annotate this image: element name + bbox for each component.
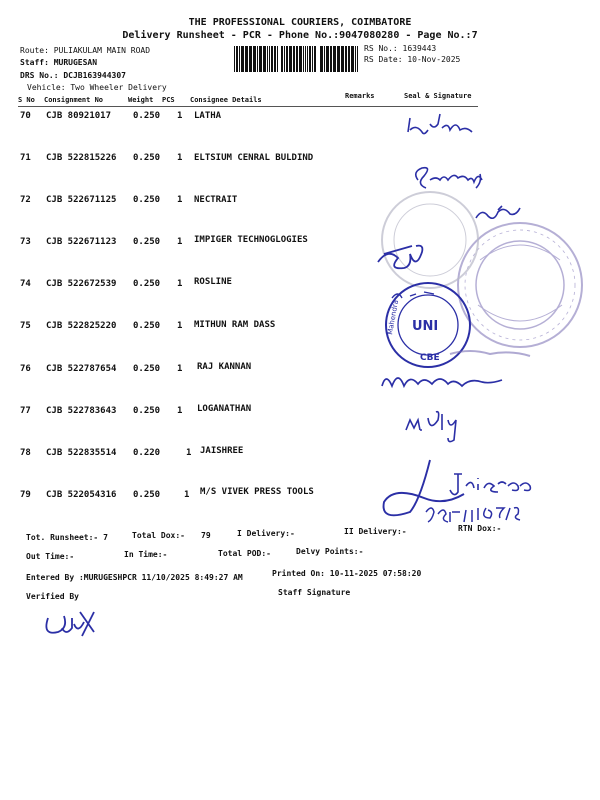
row-weight: 0.250 (133, 490, 161, 500)
row-consignment: CJB 522835514 (46, 448, 117, 458)
rs-number: RS No.: 1639443 (364, 44, 437, 53)
verified-by-label: Verified By (26, 592, 79, 601)
i-delivery-label: I Delivery:- (237, 529, 295, 538)
row-consignment: CJB 522054316 (46, 490, 117, 500)
row-pcs: 1 (177, 195, 183, 205)
svg-text:UNI: UNI (412, 319, 439, 334)
faded-stamp (382, 192, 478, 288)
col-consignment: Consignment No (44, 96, 104, 104)
col-sno: S No (18, 96, 35, 104)
row-pcs: 1 (177, 237, 183, 247)
signature-selvaraj (416, 168, 482, 188)
row-weight: 0.250 (133, 364, 161, 374)
col-seal: Seal & Signature (404, 92, 472, 100)
row-consignment: CJB 522825220 (46, 321, 117, 331)
verified-signature (46, 612, 94, 636)
row-pcs: 1 (177, 279, 183, 289)
row-pcs: 1 (177, 406, 183, 416)
row-weight: 0.250 (133, 195, 161, 205)
signature-row77 (406, 412, 456, 442)
runsheet-subtitle: Delivery Runsheet - PCR - Phone No.:9047080280 - Page No.:7 (122, 30, 478, 41)
route-label: Route: PULIAKULAM MAIN ROAD (20, 46, 151, 55)
row-sno: 74 (20, 279, 31, 289)
signature-row72 (476, 206, 520, 218)
signature-jaisree (450, 474, 530, 495)
row-sno: 79 (20, 490, 31, 500)
row-consignment: CJB 522671125 (46, 195, 117, 205)
row-weight: 0.250 (133, 153, 161, 163)
row-consignment: CJB 522783643 (46, 406, 117, 416)
total-pod-label: Total POD:- (218, 549, 271, 558)
row-pcs: 1 (177, 364, 183, 374)
stamp-ink-row76 (450, 351, 530, 356)
row-sno: 70 (20, 111, 31, 121)
row-pcs: 1 (177, 111, 183, 121)
row-consignment: CJB 522672539 (46, 279, 117, 289)
col-pcs: PCS (162, 96, 175, 104)
row-sno: 73 (20, 237, 31, 247)
row-consignee: JAISHREE (200, 446, 244, 456)
row-consignee: NECTRAIT (194, 195, 238, 205)
row-pcs: 1 (177, 153, 183, 163)
row-consignee: MITHUN RAM DASS (194, 320, 276, 330)
svg-text:Mahendra: Mahendra (386, 299, 401, 336)
row-sno: 78 (20, 448, 31, 458)
col-remarks: Remarks (345, 92, 375, 100)
total-runsheet: Tot. Runsheet:- 7 (26, 533, 108, 542)
row-consignment: CJB 80921017 (46, 111, 112, 121)
row-consignee: ROSLINE (194, 277, 232, 287)
company-title: THE PROFESSIONAL COURIERS, COIMBATORE (188, 17, 412, 28)
row-sno: 72 (20, 195, 31, 205)
row-consignment: CJB 522815226 (46, 153, 117, 163)
rs-date: RS Date: 10-Nov-2025 (364, 55, 461, 64)
signature-row76 (382, 378, 502, 386)
handwritten-phone-number (426, 508, 520, 522)
entered-by: Entered By :MURUGESHPCR 11/10/2025 8:49:27 AM (26, 573, 243, 582)
signature-row79 (384, 460, 464, 515)
row-consignment: CJB 522787654 (46, 364, 117, 374)
row-weight: 0.250 (133, 321, 161, 331)
row-consignee: RAJ KANNAN (197, 362, 252, 372)
row-consignment: CJB 522671123 (46, 237, 117, 247)
row-sno: 75 (20, 321, 31, 331)
row-consignee: M/S VIVEK PRESS TOOLS (200, 487, 314, 497)
row-weight: 0.250 (133, 279, 161, 289)
printed-on: Printed On: 10-11-2025 07:58:20 (272, 569, 422, 578)
svg-text:CBE: CBE (420, 353, 440, 363)
row-weight: 0.220 (133, 448, 161, 458)
row-consignee: ELTSIUM CENRAL BULDIND (194, 153, 314, 163)
delvy-points-label: Delvy Points:- (296, 547, 364, 556)
staff-signature-label: Staff Signature (278, 588, 351, 597)
in-time-label: In Time:- (124, 550, 168, 559)
row-pcs: 1 (184, 490, 190, 500)
row-sno: 76 (20, 364, 31, 374)
row-weight: 0.250 (133, 111, 161, 121)
total-dox-label: Total Dox:- (132, 531, 185, 540)
out-time-label: Out Time:- (26, 552, 75, 561)
drs-label: DRS No.: DCJB163944307 (20, 71, 126, 80)
uni-round-stamp (386, 283, 470, 367)
row-weight: 0.250 (133, 237, 161, 247)
row-sno: 77 (20, 406, 31, 416)
signature-latha (408, 114, 472, 134)
row-pcs: 1 (177, 321, 183, 331)
row-weight: 0.250 (133, 406, 161, 416)
row-pcs: 1 (186, 448, 192, 458)
round-seal-stamp (458, 223, 582, 347)
total-dox-value: 79 (201, 531, 211, 540)
row-sno: 71 (20, 153, 31, 163)
row-consignee: LATHA (194, 111, 222, 121)
col-consignee: Consignee Details (190, 96, 262, 104)
row-consignee: IMPIGER TECHNOGLOGIES (194, 235, 308, 245)
row-consignee: LOGANATHAN (197, 404, 252, 414)
col-weight: Weight (128, 96, 154, 104)
ii-delivery-label: II Delivery:- (344, 527, 407, 536)
rtn-dox-label: RTN Dox:- (458, 524, 502, 533)
staff-label: Staff: MURUGESAN (20, 58, 98, 67)
vehicle-label: Vehicle: Two Wheeler Delivery (27, 83, 167, 92)
